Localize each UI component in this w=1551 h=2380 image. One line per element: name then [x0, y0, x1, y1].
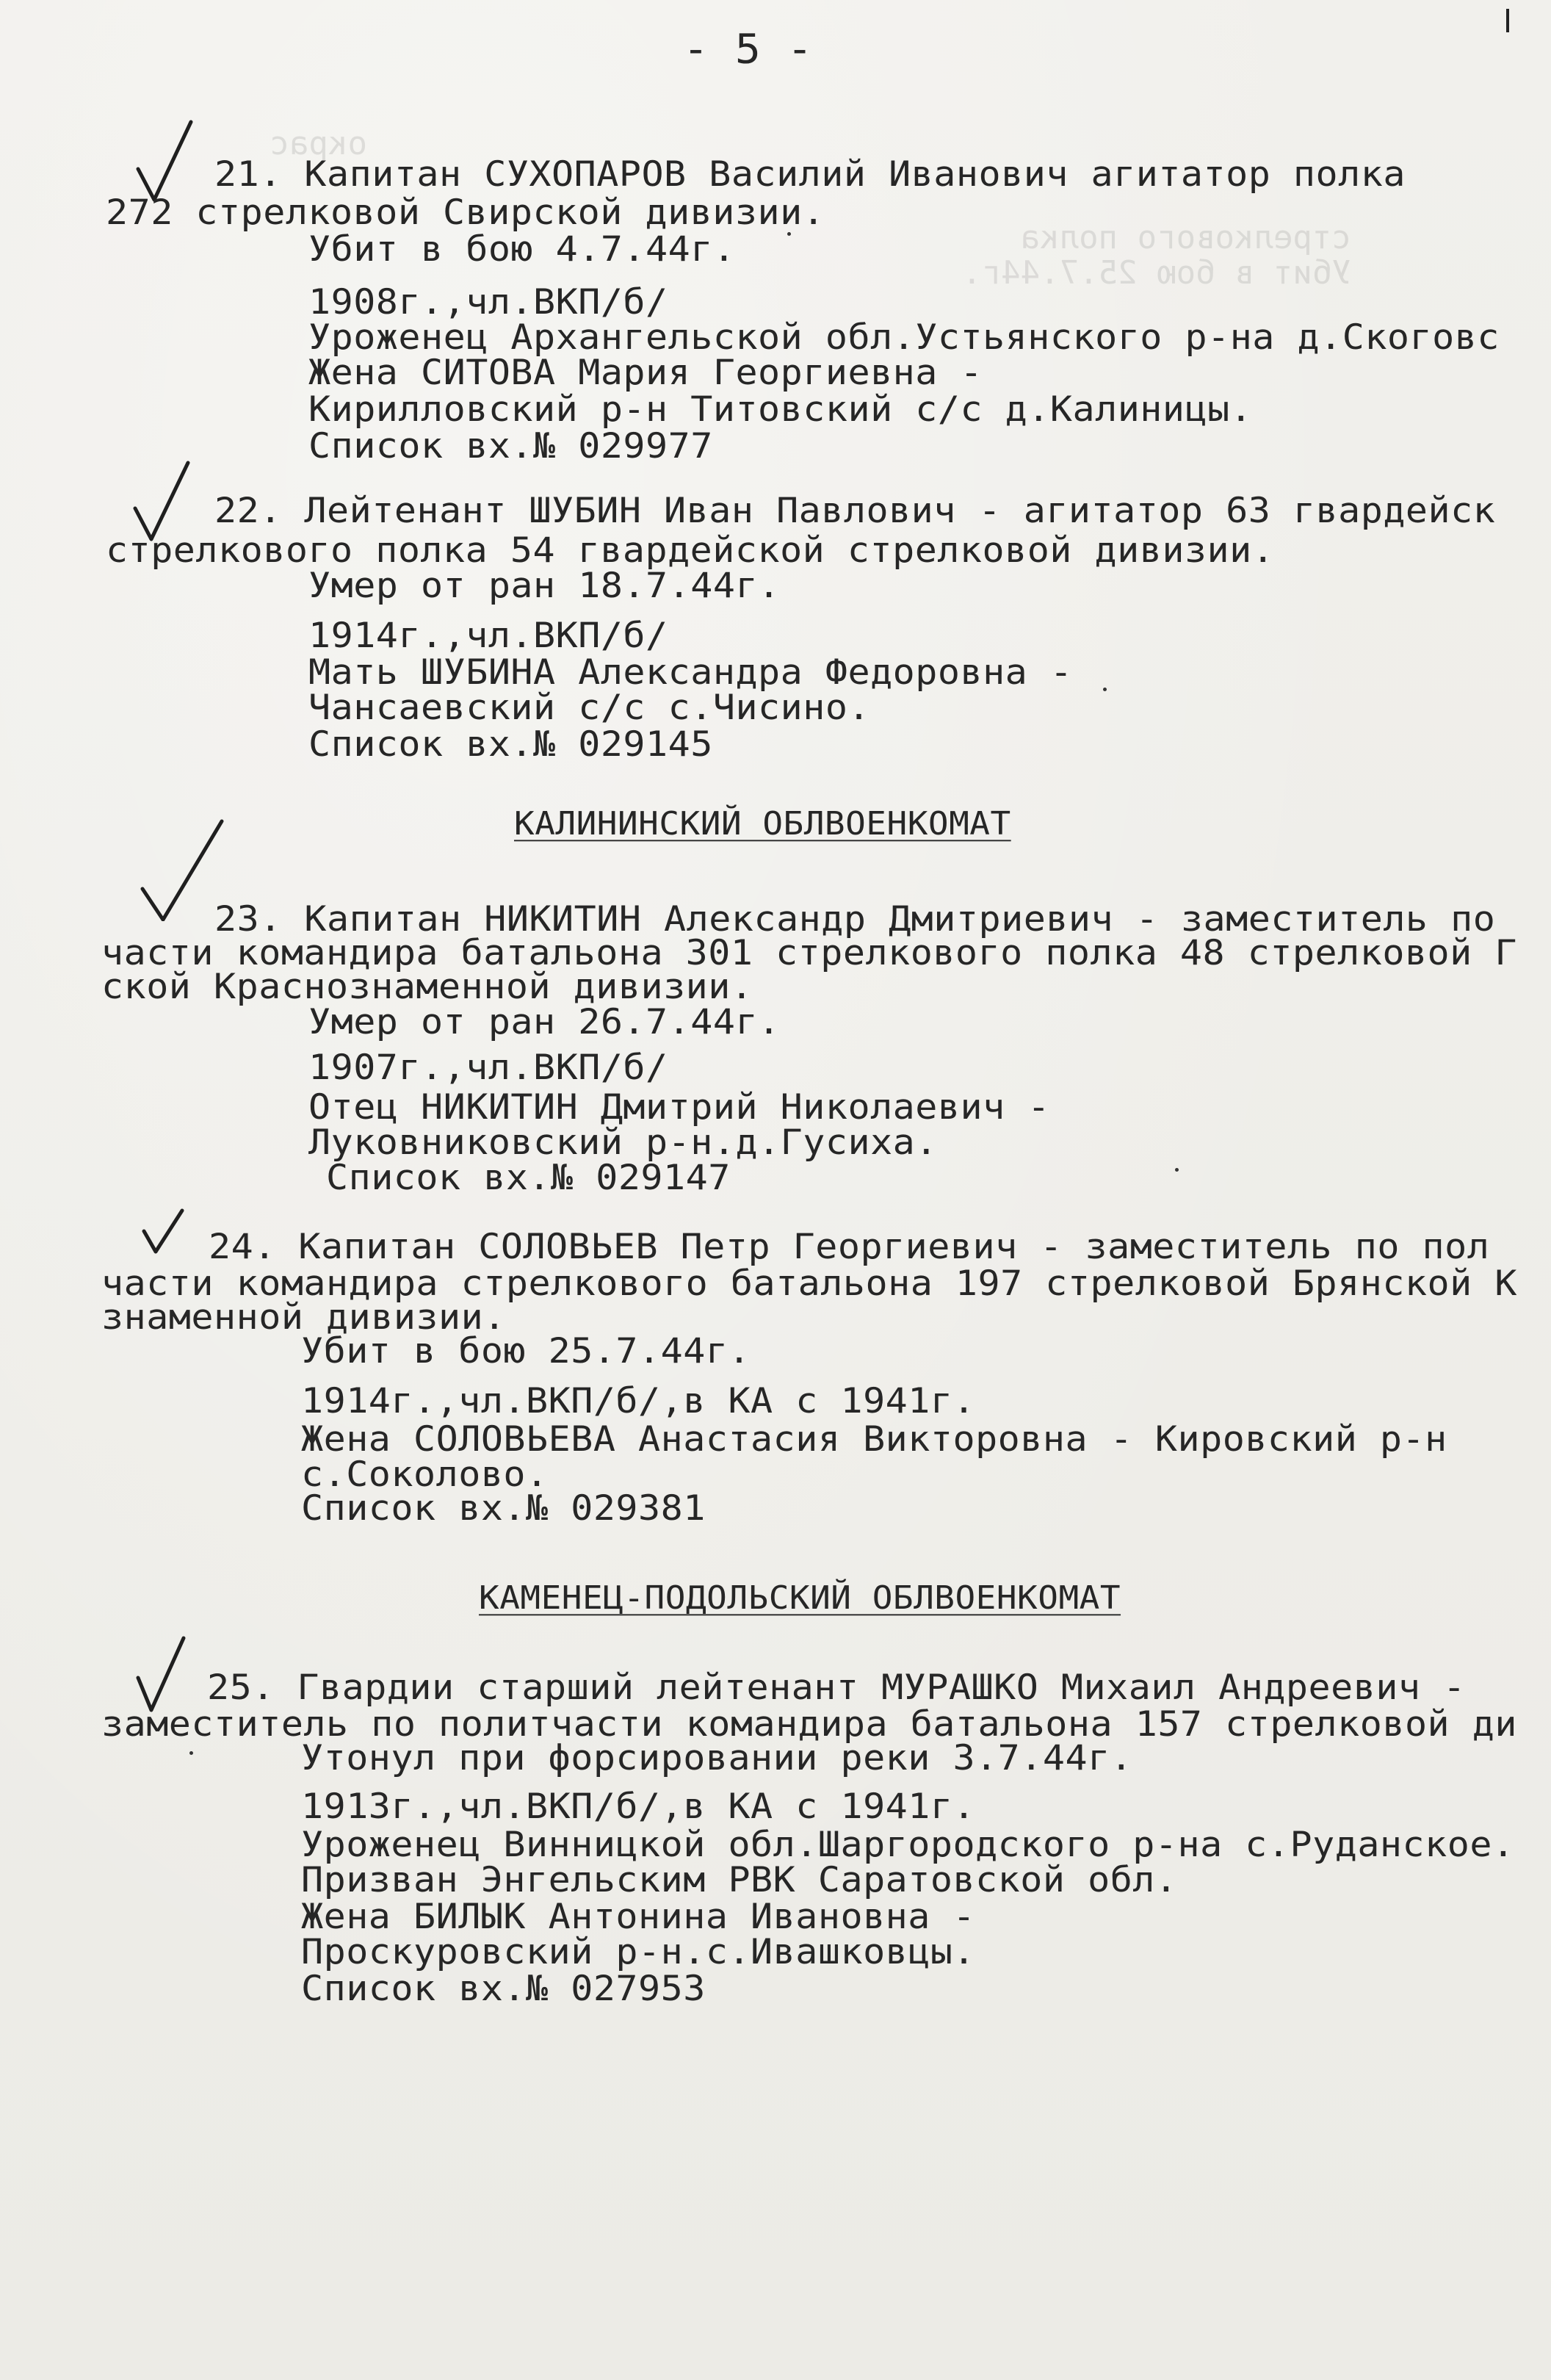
entry-line: Мать ШУБИНА Александра Федоровна -: [308, 652, 1073, 693]
checkmark-icon: [137, 1205, 195, 1256]
entry-line: 21. Капитан СУХОПАРОВ Василий Иванович агитатор полка: [214, 154, 1406, 195]
entry-line: Отец НИКИТИН Дмитрий Николаевич -: [308, 1086, 1050, 1128]
entry-line: 1914г.,чл.ВКП/б/,в КА с 1941г.: [301, 1380, 976, 1421]
bleed-through-text: окрас: [270, 125, 367, 162]
bleed-through-text-right: [793, 220, 1351, 316]
entry-line: Умер от ран 26.7.44г.: [308, 1001, 781, 1042]
entry-line: части командира батальона 301 стрелкового полка 48 стрелковой Г: [101, 932, 1517, 973]
ink-speck: [1103, 688, 1107, 691]
entry-line: Убит в бою 25.7.44г.: [301, 1330, 751, 1371]
entry-line: 1914г.,чл.ВКП/б/: [308, 615, 668, 656]
entry-line: Список вх.№ 029381: [301, 1488, 706, 1529]
entry-line: 1908г.,чл.ВКП/б/: [308, 281, 668, 322]
entry-line: Жена СОЛОВЬЕВА Анастасия Викторовна - Кировский р-н: [301, 1418, 1447, 1460]
bleed-through-line: Убит в бою 25.7.44г.: [962, 254, 1351, 292]
entry-line: Убит в бою 4.7.44г.: [308, 228, 736, 270]
checkmark-icon: [129, 1634, 195, 1714]
entry-line: Список вх.№ 029145: [308, 724, 713, 765]
ink-speck: [1175, 1168, 1179, 1172]
entry-line: Проскуровский р-н.с.Ивашковцы.: [301, 1931, 976, 1972]
entry-line: Жена БИЛЫК Антонина Ивановна -: [301, 1896, 976, 1937]
entry-line: Список вх.№ 029147: [326, 1157, 731, 1198]
entry-line: стрелкового полка 54 гвардейской стрелковой дивизии.: [106, 530, 1275, 571]
bleed-through-line: стрелкового полка: [1020, 220, 1351, 256]
entry-line: части командира стрелкового батальона 197 стрелковой Брянской К: [101, 1263, 1517, 1304]
entry-line: 25. Гвардии старший лейтенант МУРАШКО Михаил Андреевич -: [207, 1667, 1466, 1708]
entry-line: Призван Энгельским РВК Саратовской обл.: [301, 1859, 1178, 1900]
entry-line: 22. Лейтенант ШУБИН Иван Павлович - агитатор 63 гвардейск: [214, 490, 1496, 531]
entry-line: Уроженец Архангельской обл.Устьянского р-на д.Скоговс: [308, 317, 1500, 358]
entry-line: 23. Капитан НИКИТИН Александр Дмитриевич - заместитель по: [214, 898, 1496, 940]
section-heading: КАМЕНЕЦ-ПОДОЛЬСКИЙ ОБЛВОЕНКОМАТ: [479, 1578, 1121, 1617]
entry-line: Утонул при форсировании реки 3.7.44г.: [301, 1737, 1133, 1778]
ink-speck: [189, 1751, 193, 1755]
edge-ink-mark: [1504, 7, 1511, 34]
entry-line: Список вх.№ 027953: [301, 1968, 706, 2009]
entry-line: ской Краснознаменной дивизии.: [101, 966, 753, 1007]
entry-line: 272 стрелковой Свирской дивизии.: [106, 192, 825, 233]
section-heading: КАЛИНИНСКИЙ ОБЛВОЕНКОМАТ: [514, 804, 1011, 843]
entry-line: Жена СИТОВА Мария Георгиевна -: [308, 352, 983, 393]
entry-line: 24. Капитан СОЛОВЬЕВ Петр Георгиевич - заместитель по пол: [209, 1226, 1490, 1267]
entry-line: Чансаевский с/с с.Чисино.: [308, 687, 871, 728]
entry-line: знаменной дивизии.: [101, 1297, 506, 1338]
entry-line: Умер от ран 18.7.44г.: [308, 565, 781, 606]
entry-line: 1913г.,чл.ВКП/б/,в КА с 1941г.: [301, 1786, 976, 1827]
entry-line: Луковниковский р-н.д.Гусиха.: [308, 1122, 938, 1163]
page-number: - 5 -: [683, 25, 814, 73]
entry-line: Уроженец Винницкой обл.Шаргородского р-на с.Руданское.: [301, 1824, 1515, 1865]
entry-line: с.Соколово.: [301, 1454, 549, 1495]
ink-speck: [787, 232, 791, 236]
entry-line: Кирилловский р-н Титовский с/с д.Калиницы.: [308, 389, 1253, 430]
entry-line: заместитель по политчасти командира батальона 157 стрелковой ди: [101, 1703, 1517, 1745]
entry-line: 1907г.,чл.ВКП/б/: [308, 1047, 668, 1088]
entry-line: Список вх.№ 029977: [308, 425, 713, 466]
